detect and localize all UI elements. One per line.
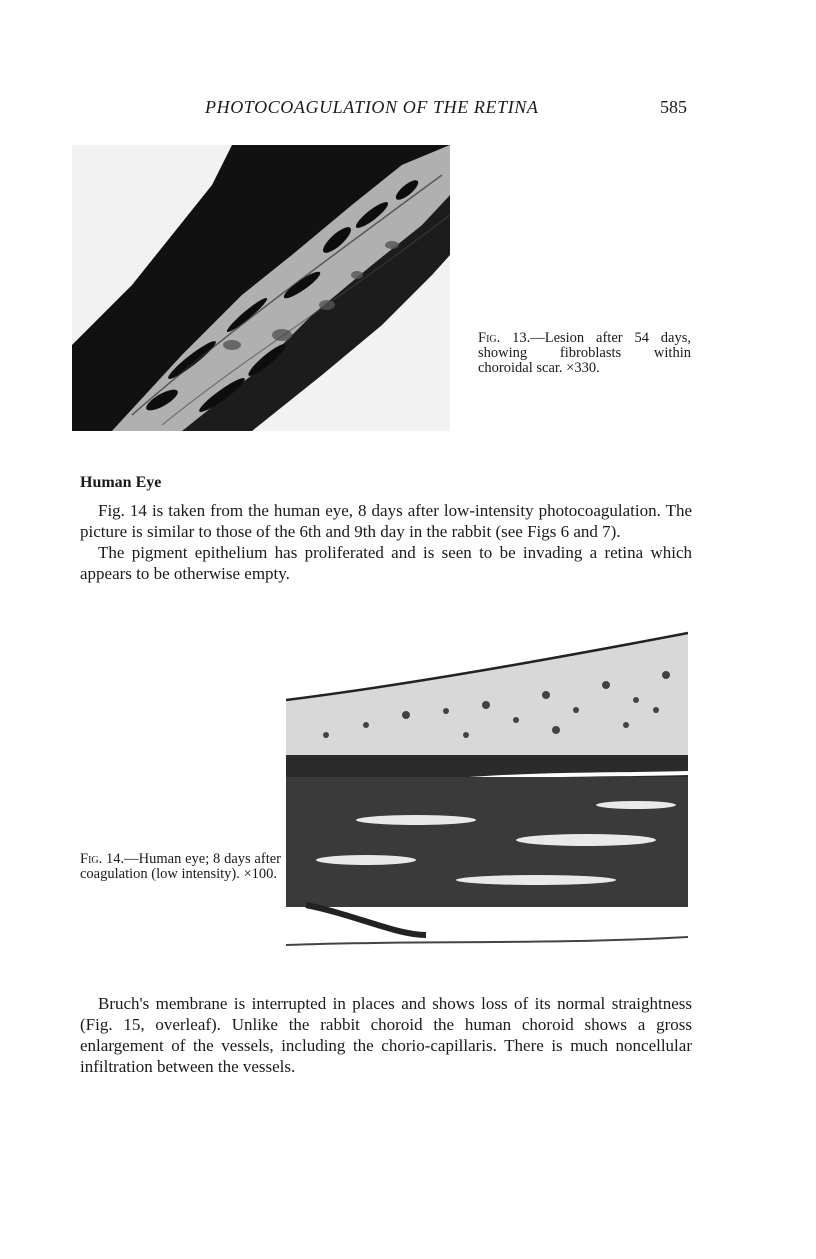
paragraph-1: Fig. 14 is taken from the human eye, 8 days after low-intensity photocoagulation. The picture is similar to those of the 6th and 9th day in the rabbit (see Figs 6 and 7).	[80, 501, 692, 541]
figure-13-caption	[478, 331, 691, 376]
figure-14-caption-text: 14.—Human eye; 8 days after coagulation (low intensity). ×100.	[80, 851, 281, 882]
figure-13-caption-text: 13.—Lesion after 54 days, showing fibroblasts within choroidal scar. ×330.	[478, 330, 691, 376]
paragraph-3: Bruch's membrane is interrupted in places and shows loss of its normal straightness (Fig. 15, overleaf). Unlike the rabbit choroid the human choroid shows a gross enlargement of the vessels, including the chorio-capillaris. There is much noncellular infiltration between the vessels.	[80, 994, 692, 1076]
closing-body	[80, 993, 692, 1077]
section-body	[80, 500, 692, 584]
figure-13-label: Fig.	[478, 330, 501, 346]
figure-14-caption	[80, 852, 281, 882]
running-title: PHOTOCOAGULATION OF THE RETINA	[205, 97, 539, 117]
section-heading: Human Eye	[80, 474, 162, 491]
paragraph-2: The pigment epithelium has proliferated and is seen to be invading a retina which appears to be otherwise empty.	[80, 543, 692, 583]
page-number: 585	[660, 97, 687, 117]
figure-13-micrograph	[72, 145, 450, 431]
figure-14-label: Fig.	[80, 851, 103, 867]
figure-14-micrograph	[286, 615, 688, 952]
